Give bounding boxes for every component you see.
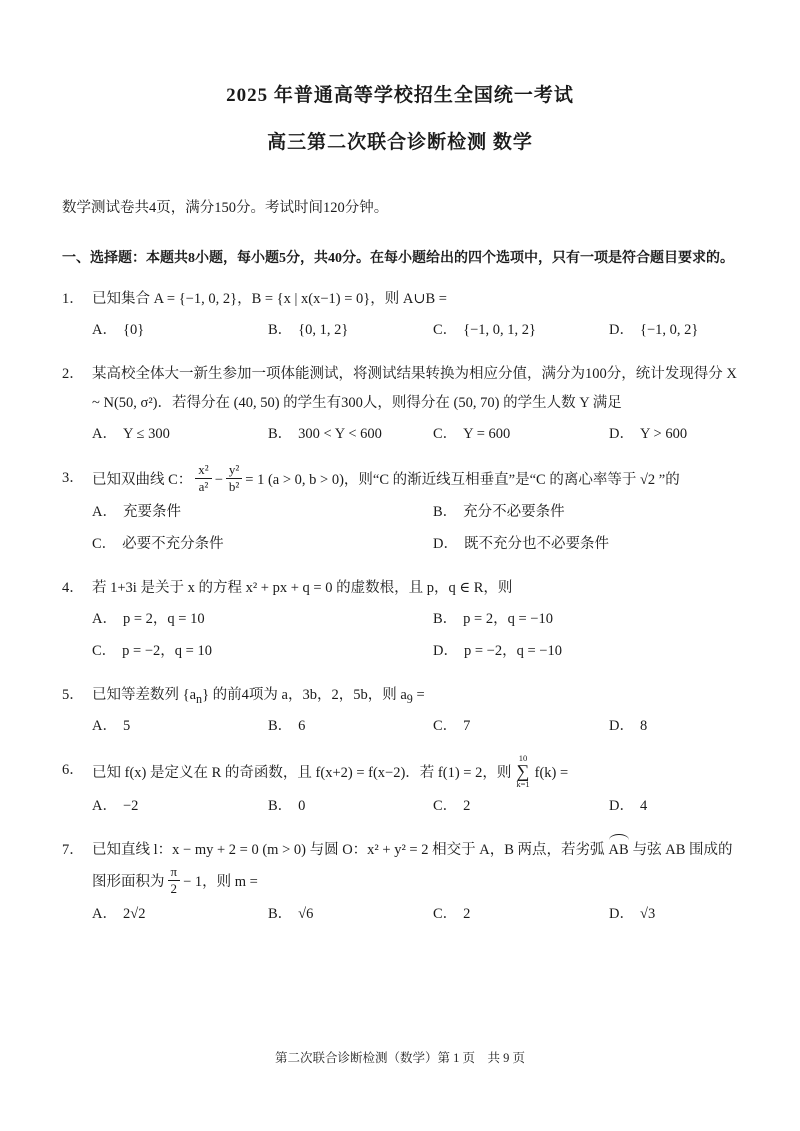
option-text: {0} — [122, 321, 145, 338]
text-segment: − — [214, 472, 223, 489]
fraction-denominator: 2 — [170, 881, 178, 897]
option-b — [433, 604, 738, 636]
options-grid — [92, 604, 738, 668]
option-text: {−1, 0, 2} — [639, 321, 699, 338]
option-label: B． — [268, 321, 293, 338]
options-row — [92, 419, 738, 451]
option-c — [433, 315, 609, 347]
text-segment: f(k) = — [534, 765, 569, 782]
option-text: √6 — [298, 906, 314, 923]
question-number: 4． — [62, 580, 84, 597]
question-6 — [62, 753, 738, 823]
option-label: C． — [433, 718, 458, 735]
option-label: B． — [268, 718, 293, 735]
option-a — [92, 791, 268, 823]
option-a — [92, 711, 268, 743]
question-line — [62, 574, 738, 604]
option-d — [609, 711, 738, 743]
question-text — [92, 753, 738, 791]
arc-overline: AB — [609, 836, 629, 866]
option-label: D． — [609, 798, 634, 815]
option-label: A． — [92, 718, 117, 735]
option-d — [609, 315, 738, 347]
option-d — [433, 529, 738, 561]
text-segment: − 1，则 m = — [183, 873, 258, 890]
option-text: p = 2，q = −10 — [463, 610, 553, 627]
section-header: 一、选择题：本题共8小题，每小题5分，共40分。在每小题给出的四个选项中，只有一项是符合题目要求的。 — [62, 251, 734, 266]
question-2 — [62, 360, 738, 451]
question-3 — [62, 461, 738, 561]
option-text: p = −2，q = −10 — [463, 642, 562, 659]
options-row — [92, 315, 738, 347]
question-text — [92, 836, 738, 899]
option-text: 4 — [639, 798, 648, 815]
option-a — [92, 497, 433, 529]
option-a — [92, 315, 268, 347]
option-label: B． — [433, 610, 458, 627]
option-b — [268, 899, 433, 931]
option-label: C． — [433, 321, 458, 338]
page-title: 2025 年普通高等学校招生全国统一考试 — [226, 85, 574, 106]
option-text: 2 — [463, 798, 471, 815]
fraction-denominator: b² — [228, 479, 240, 495]
option-text: p = 2，q = 10 — [122, 610, 205, 627]
option-label: D． — [609, 426, 634, 443]
fraction-numerator: x² — [195, 462, 211, 479]
fraction — [226, 462, 242, 496]
option-a — [92, 604, 433, 636]
question-number: 2． — [62, 365, 84, 382]
question-line — [62, 285, 738, 315]
question-number: 7． — [62, 842, 84, 859]
summation — [516, 754, 529, 789]
option-text: 0 — [298, 798, 306, 815]
option-c — [433, 791, 609, 823]
option-text: p = −2，q = 10 — [122, 642, 212, 659]
option-label: A． — [92, 504, 117, 521]
option-text: 300 < Y < 600 — [298, 426, 382, 443]
option-label: A． — [92, 798, 117, 815]
option-text: 8 — [639, 718, 648, 735]
option-text: √3 — [639, 906, 656, 923]
question-text — [92, 461, 738, 498]
summation-lower-limit: k=1 — [516, 779, 530, 790]
question-line — [62, 681, 738, 712]
option-text: {−1, 0, 1, 2} — [463, 321, 537, 338]
options-row — [92, 899, 738, 931]
option-text: 6 — [298, 718, 306, 735]
option-c — [433, 899, 609, 931]
option-text: 必要不充分条件 — [122, 536, 224, 553]
option-label: D． — [609, 718, 634, 735]
option-label: B． — [268, 426, 293, 443]
option-label: A． — [92, 426, 117, 443]
question-number: 3． — [62, 469, 84, 486]
question-text: 若 1+3i 是关于 x 的方程 x² + px + q = 0 的虚数根，且 p，q ∈ R，则 — [92, 580, 513, 597]
option-d — [433, 636, 738, 668]
option-b — [268, 315, 433, 347]
option-label: C． — [433, 906, 458, 923]
option-b — [268, 419, 433, 451]
question-7 — [62, 836, 738, 931]
option-label: B． — [433, 504, 458, 521]
option-label: C． — [433, 426, 458, 443]
question-text — [92, 681, 738, 712]
fraction — [168, 864, 181, 898]
option-d — [609, 899, 738, 931]
option-c — [92, 636, 433, 668]
text-segment: 已知直线 l：x − my + 2 = 0 (m > 0) 与圆 O：x² + y² = 2 相交于 A，B 两点，若劣弧 — [92, 842, 605, 859]
option-text: Y = 600 — [463, 426, 511, 443]
fraction-numerator: π — [168, 864, 181, 881]
question-1 — [62, 285, 738, 347]
page-subtitle: 高三第二次联合诊断检测 数学 — [267, 132, 533, 153]
option-a — [92, 419, 268, 451]
option-label: A． — [92, 906, 117, 923]
text-segment: 与弦 AB 围成的图形面积为 — [92, 842, 733, 890]
option-d — [609, 419, 738, 451]
option-c — [433, 711, 609, 743]
option-c — [92, 529, 433, 561]
question-text: 某高校全体大一新生参加一项体能测试，将测试结果转换为相应分值，满分为100分，统计发现得分 X ~ N(50, σ²)．若得分在 (40, 50) 的学生有300人，则得分在 (50, 70) 的学生人数 Y 满足 — [92, 365, 737, 412]
options-row — [92, 711, 738, 743]
text-segment: = 1 (a > 0, b > 0)，则“C 的渐近线互相垂直”是“C 的离心率等于 √2 ”的 — [245, 472, 680, 489]
text-segment: 已知双曲线 C： — [92, 472, 193, 489]
question-text: 已知集合 A = {−1, 0, 2}，B = {x | x(x−1) = 0}，则 A∪B = — [92, 291, 447, 307]
option-text: 充要条件 — [122, 504, 181, 521]
option-label: A． — [92, 321, 117, 338]
option-text: −2 — [122, 798, 139, 815]
question-5 — [62, 681, 738, 744]
options-row — [92, 791, 738, 823]
question-line — [62, 360, 738, 419]
option-label: B． — [268, 798, 293, 815]
question-line — [62, 836, 738, 899]
summation-sigma-icon: ∑ — [516, 761, 530, 782]
text-segment: 已知等差数列 {a — [92, 686, 197, 703]
text-segment: 已知 f(x) 是定义在 R 的奇函数，且 f(x+2) = f(x−2)．若 f(1) = 2，则 — [92, 765, 512, 782]
question-number: 1． — [62, 291, 84, 307]
option-label: C． — [433, 798, 458, 815]
subscript: 9 — [406, 691, 413, 706]
option-text: 既不充分也不必要条件 — [463, 536, 609, 553]
option-text: {0, 1, 2} — [298, 321, 349, 338]
option-text: Y ≤ 300 — [122, 426, 170, 443]
option-text: 充分不必要条件 — [463, 504, 565, 521]
option-b — [268, 791, 433, 823]
option-label: D． — [433, 642, 458, 659]
option-b — [433, 497, 738, 529]
question-4 — [62, 574, 738, 668]
option-text: 2√2 — [122, 906, 146, 923]
fraction-denominator: a² — [198, 479, 209, 495]
text-segment: = — [412, 686, 425, 703]
question-line — [62, 461, 738, 498]
option-label: D． — [609, 906, 634, 923]
option-label: C． — [92, 642, 117, 659]
option-label: D． — [433, 536, 458, 553]
option-d — [609, 791, 738, 823]
page-footer: 第二次联合诊断检测（数学）第 1 页 共 9 页 — [274, 1051, 525, 1065]
option-b — [268, 711, 433, 743]
fraction — [195, 462, 211, 496]
exam-note: 数学测试卷共4页，满分150分。考试时间120分钟。 — [62, 200, 389, 216]
fraction-numerator: y² — [226, 462, 242, 479]
option-text: 7 — [463, 718, 471, 735]
option-c — [433, 419, 609, 451]
option-label: C． — [92, 536, 117, 553]
question-line — [62, 753, 738, 791]
question-number: 6． — [62, 762, 84, 779]
option-text: 5 — [122, 718, 131, 735]
option-text: 2 — [463, 906, 471, 923]
option-a — [92, 899, 268, 931]
option-text: Y > 600 — [639, 426, 688, 443]
options-grid — [92, 497, 738, 561]
option-label: A． — [92, 610, 117, 627]
subscript: n — [196, 691, 203, 706]
summation-upper-limit: 10 — [518, 753, 528, 764]
option-label: B． — [268, 906, 293, 923]
question-number: 5． — [62, 686, 84, 703]
text-segment: } 的前4项为 a，3b，2，5b，则 a — [202, 686, 407, 703]
option-label: D． — [609, 321, 634, 338]
